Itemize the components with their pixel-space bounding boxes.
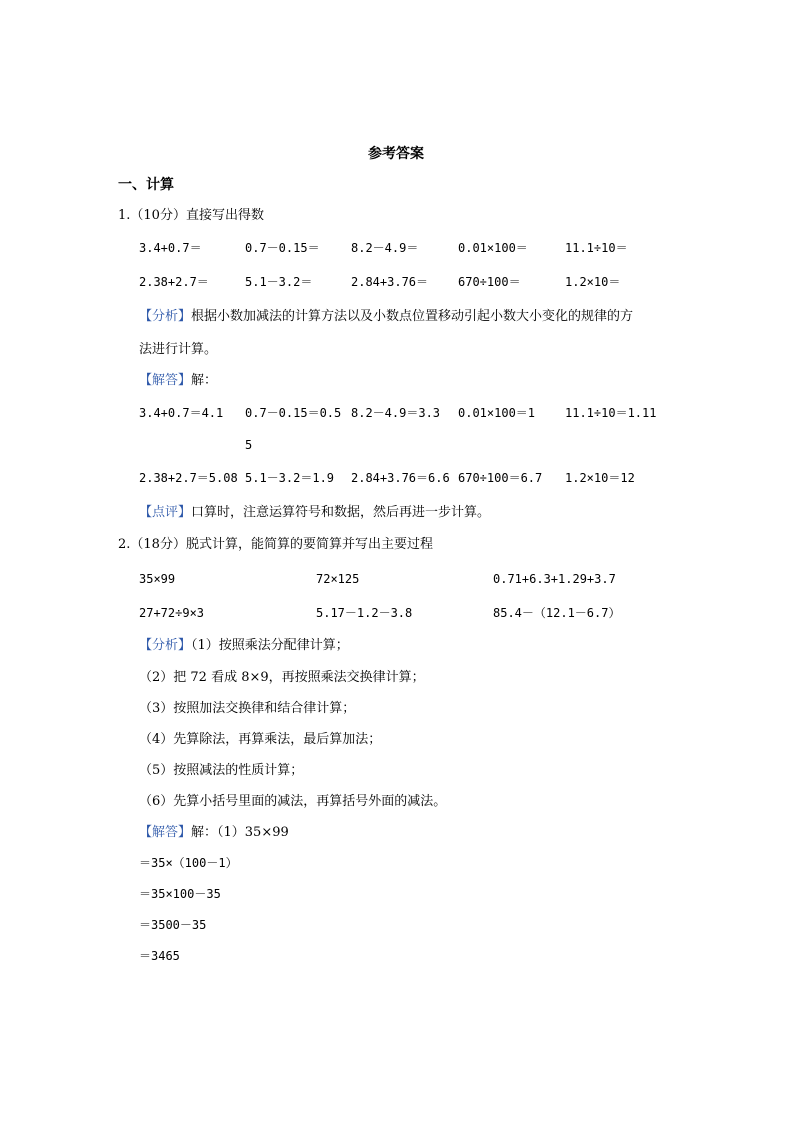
- q2-analysis-line: （2）把 72 看成 8×9，再按照乘法交换律计算；: [139, 670, 425, 685]
- page-title: 参考答案: [368, 146, 424, 162]
- question-1-header: 1.（10分）直接写出得数: [118, 208, 264, 223]
- answer-lead: 解：: [191, 373, 218, 388]
- q2-analysis-line: （5）按照减法的性质计算；: [139, 763, 304, 778]
- q1-analysis: [139, 310, 633, 323]
- q1-answer-item: 8.2－4.9＝3.3: [351, 406, 441, 420]
- analysis-tag: 【分析】: [139, 638, 192, 653]
- q2-step: ＝3500－35: [139, 918, 207, 932]
- q2-analysis-line: （3）按照加法交换律和结合律计算；: [139, 701, 356, 716]
- q2-problem: 35×99: [139, 572, 176, 586]
- comment-text: 口算时，注意运算符号和数据，然后再进一步计算。: [191, 505, 491, 520]
- q2-step: ＝3465: [139, 949, 180, 963]
- q2-analysis-line: （6）先算小括号里面的减法，再算括号外面的减法。: [139, 794, 447, 809]
- analysis-text: （1）按照乘法分配律计算；: [191, 638, 349, 653]
- q1-answer-item: 670÷100＝6.7: [458, 471, 543, 485]
- q2-problem: 0.71+6.3+1.29+3.7: [493, 572, 616, 586]
- answer-tag: 【解答】: [139, 825, 192, 840]
- q1-problem: 2.84+3.76＝: [351, 275, 429, 289]
- comment-tag: 【点评】: [139, 505, 192, 520]
- q2-analysis: [139, 639, 349, 652]
- q1-answer-item: 3.4+0.7＝4.1: [139, 406, 224, 420]
- q1-problem: 0.7－0.15＝: [245, 241, 320, 255]
- section-heading: 一、计算: [118, 177, 174, 193]
- q2-problem: 85.4－（12.1－6.7）: [493, 606, 621, 620]
- q2-problem: 5.17－1.2－3.8: [316, 606, 413, 620]
- q1-problem: 3.4+0.7＝: [139, 241, 202, 255]
- q1-answer-item: 2.38+2.7＝5.08: [139, 471, 238, 485]
- q1-answer-item: 0.7－0.15＝0.5: [245, 406, 342, 420]
- q1-answer-wrap: 5: [245, 438, 253, 452]
- q1-answer-item: 1.2×10＝12: [565, 471, 635, 485]
- question-2-header: 2.（18分）脱式计算，能简算的要简算并写出主要过程: [118, 537, 433, 552]
- q2-problem: 72×125: [316, 572, 360, 586]
- q2-problem: 27+72÷9×3: [139, 606, 205, 620]
- q1-answer: [139, 374, 217, 387]
- analysis-tag: 【分析】: [139, 309, 192, 324]
- q1-problem: 8.2－4.9＝: [351, 241, 419, 255]
- q1-problem: 11.1÷10＝: [565, 241, 628, 255]
- q2-step: ＝35×100－35: [139, 887, 221, 901]
- q1-problem: 0.01×100＝: [458, 241, 528, 255]
- q1-problem: 2.38+2.7＝: [139, 275, 209, 289]
- q1-answer-item: 11.1÷10＝1.11: [565, 406, 657, 420]
- answer-tag: 【解答】: [139, 373, 192, 388]
- q1-answer-item: 5.1－3.2＝1.9: [245, 471, 335, 485]
- q1-problem: 1.2×10＝: [565, 275, 621, 289]
- analysis-text: 根据小数加减法的计算方法以及小数点位置移动引起小数大小变化的规律的方: [191, 309, 634, 324]
- q1-answer-item: 0.01×100＝1: [458, 406, 536, 420]
- q2-step: ＝35×（100－1）: [139, 856, 238, 870]
- q1-problem: 670÷100＝: [458, 275, 521, 289]
- q1-problem: 5.1－3.2＝: [245, 275, 313, 289]
- q2-answer: [139, 826, 289, 839]
- answer-lead: 解：（1）35×99: [191, 825, 289, 840]
- q1-comment: [139, 506, 490, 519]
- q1-answer-item: 2.84+3.76＝6.6: [351, 471, 450, 485]
- q1-analysis-cont: 法进行计算。: [139, 342, 218, 357]
- q2-analysis-line: （4）先算除法，再算乘法，最后算加法；: [139, 732, 382, 747]
